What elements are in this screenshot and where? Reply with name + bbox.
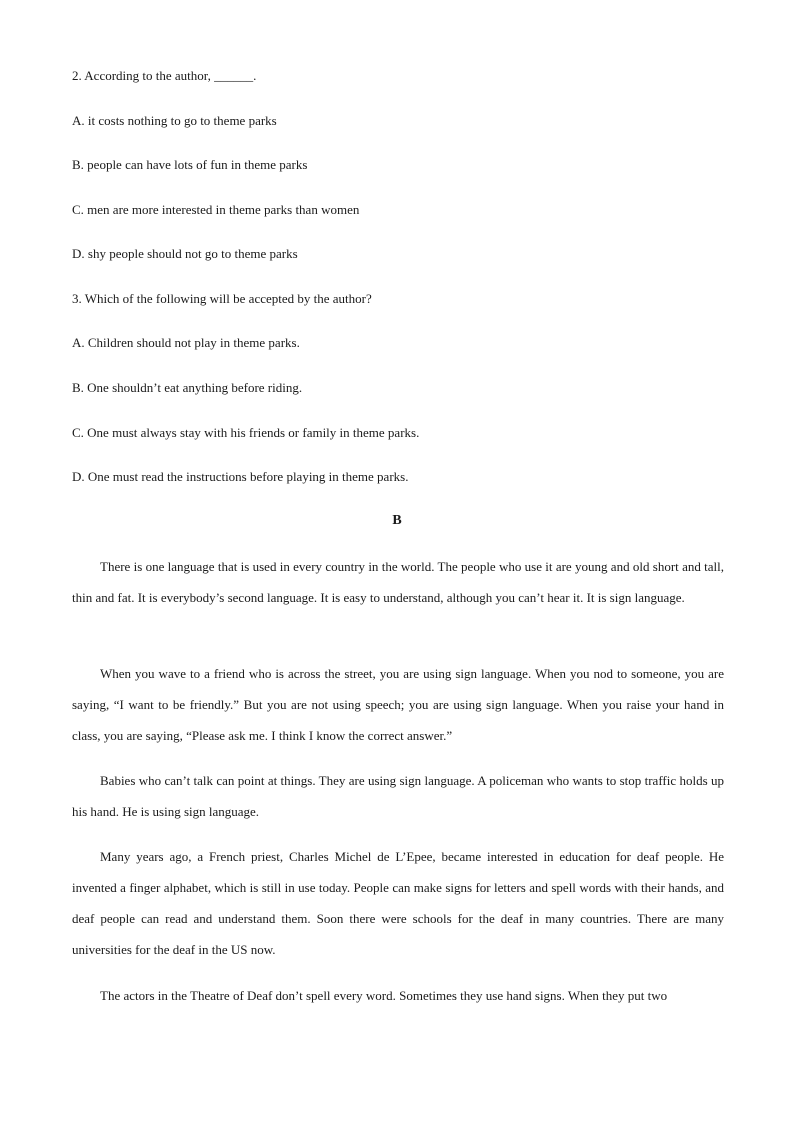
question-2-option-a: A. it costs nothing to go to theme parks (72, 113, 277, 128)
question-2-option-c: C. men are more interested in theme parks than women (72, 202, 360, 217)
question-3-stem: 3. Which of the following will be accepted by the author? (72, 291, 372, 306)
question-3-option-a: A. Children should not play in theme parks. (72, 335, 300, 350)
passage-paragraph-4: Many years ago, a French priest, Charles Michel de L’Epee, became interested in education for deaf people. He invented a finger alphabet, which is still in use today. People can make signs for letters and spell words with their hands, and deaf people can read and understand them. Soon there were schools for the deaf in many countries. There are many universities for the deaf in the US now. (72, 849, 724, 957)
section-heading: B (392, 513, 402, 528)
passage-paragraph-1: There is one language that is used in every country in the world. The people who use it are young and old short and tall, thin and fat. It is everybody’s second language. It is easy to understand, although you can’t hear it. It is sign language. (72, 559, 724, 605)
question-2-option-b: B. people can have lots of fun in theme parks (72, 157, 308, 172)
question-3-option-b: B. One shouldn’t eat anything before riding. (72, 380, 303, 395)
passage-paragraph-2: When you wave to a friend who is across the street, you are using sign language. When you nod to someone, you are saying, “I want to be friendly.” But you are not using speech; you are using sign language. When you raise your hand in class, you are saying, “Please ask me. I think I know the correct answer.” (72, 666, 724, 743)
question-2-stem: 2. According to the author, ______. (72, 68, 257, 83)
question-3-option-c: C. One must always stay with his friends or family in theme parks. (72, 425, 420, 440)
question-3-option-d: D. One must read the instructions before playing in theme parks. (72, 469, 409, 484)
question-2-option-d: D. shy people should not go to theme parks (72, 246, 298, 261)
passage-paragraph-5: The actors in the Theatre of Deaf don’t spell every word. Sometimes they use hand signs. When they put two (100, 988, 668, 1003)
passage-paragraph-3: Babies who can’t talk can point at things. They are using sign language. A policeman who wants to stop traffic holds up his hand. He is using sign language. (72, 773, 724, 819)
